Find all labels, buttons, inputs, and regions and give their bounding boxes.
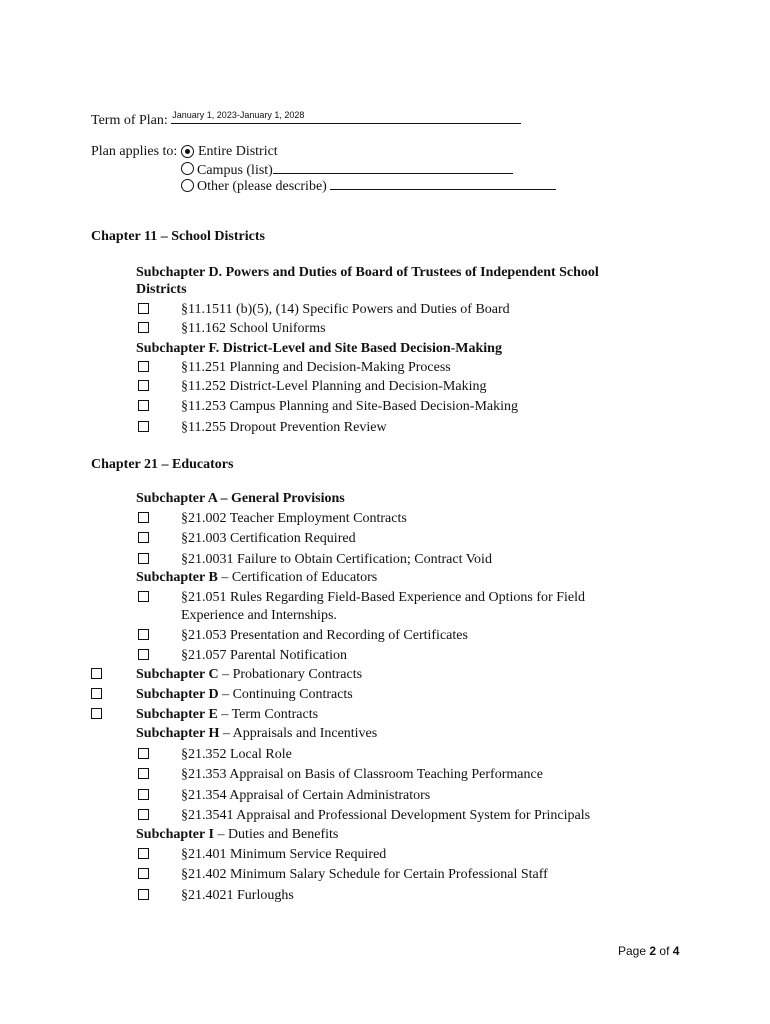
checkbox-11-252[interactable] xyxy=(138,380,149,391)
item-21-003: §21.003 Certification Required xyxy=(181,531,356,546)
campus-radio[interactable] xyxy=(181,162,194,175)
item-11-251: §11.251 Planning and Decision-Making Process xyxy=(181,360,451,375)
page-current: 2 xyxy=(649,944,657,958)
subchapter-c-label: Subchapter C xyxy=(136,667,219,682)
term-label: Term of Plan: xyxy=(91,113,168,128)
item-21-053: §21.053 Presentation and Recording of Certificates xyxy=(181,628,468,643)
radio-selected-dot xyxy=(185,149,191,155)
ch21-subchapter-h-heading xyxy=(136,726,377,742)
item-21-353: §21.353 Appraisal on Basis of Classroom Teaching Performance xyxy=(181,767,543,782)
campus-list-field[interactable] xyxy=(273,161,513,174)
item-11-255: §11.255 Dropout Prevention Review xyxy=(181,420,387,435)
item-21-057: §21.057 Parental Notification xyxy=(181,648,348,663)
subchapter-h-title: – Appraisals and Incentives xyxy=(219,726,378,741)
checkbox-subchapter-d[interactable] xyxy=(91,688,102,699)
checkbox-21-401[interactable] xyxy=(138,848,149,859)
item-21-3541: §21.3541 Appraisal and Professional Development System for Principals xyxy=(181,808,591,823)
item-11-162: §11.162 School Uniforms xyxy=(181,321,326,336)
checkbox-21-352[interactable] xyxy=(138,748,149,759)
item-21-402: §21.402 Minimum Salary Schedule for Certain Professional Staff xyxy=(181,867,548,882)
ch11-subchapter-d-heading: Subchapter D. Powers and Duties of Board of Trustees of Independent School xyxy=(136,265,599,280)
item-21-002: §21.002 Teacher Employment Contracts xyxy=(181,511,407,526)
other-option xyxy=(197,177,556,195)
item-21-051-cont: Experience and Internships. xyxy=(181,608,337,623)
page-word: Page xyxy=(618,944,647,958)
checkbox-21-354[interactable] xyxy=(138,789,149,800)
subchapter-c-title: – Probationary Contracts xyxy=(218,667,363,682)
item-21-0031: §21.0031 Failure to Obtain Certification; Contract Void xyxy=(181,552,492,567)
other-describe-field[interactable] xyxy=(330,177,556,190)
checkbox-21-057[interactable] xyxy=(138,649,149,660)
entire-district-label: Entire District xyxy=(198,144,278,159)
checkbox-21-002[interactable] xyxy=(138,512,149,523)
checkbox-11-255[interactable] xyxy=(138,421,149,432)
checkbox-21-3541[interactable] xyxy=(138,809,149,820)
item-21-352: §21.352 Local Role xyxy=(181,747,292,762)
term-value: January 1, 2023-January 1, 2028 xyxy=(172,110,305,120)
subchapter-i-title: – Duties and Benefits xyxy=(213,827,339,842)
other-label: Other (please describe) xyxy=(197,179,327,194)
subchapter-b-label: Subchapter B xyxy=(136,570,218,585)
subchapter-e-label: Subchapter E xyxy=(136,707,218,722)
checkbox-subchapter-c[interactable] xyxy=(91,668,102,679)
plan-applies-label: Plan applies to: xyxy=(91,144,178,159)
item-11-252: §11.252 District-Level Planning and Decision-Making xyxy=(181,379,487,394)
subchapter-d-title: – Continuing Contracts xyxy=(218,687,353,702)
ch11-subchapter-f-heading: Subchapter F. District-Level and Site Based Decision-Making xyxy=(136,341,502,356)
item-21-4021: §21.4021 Furloughs xyxy=(181,888,294,903)
subchapter-b-title: – Certification of Educators xyxy=(217,570,378,585)
checkbox-21-0031[interactable] xyxy=(138,553,149,564)
ch11-subchapter-d-heading-cont: Districts xyxy=(136,282,187,297)
item-11-1511: §11.1511 (b)(5), (14) Specific Powers and Duties of Board xyxy=(181,302,510,317)
subchapter-d-label: Subchapter D xyxy=(136,687,219,702)
subchapter-h-label: Subchapter H xyxy=(136,726,220,741)
checkbox-11-162[interactable] xyxy=(138,322,149,333)
subchapter-i-label: Subchapter I xyxy=(136,827,214,842)
checkbox-21-4021[interactable] xyxy=(138,889,149,900)
subchapter-e-title: – Term Contracts xyxy=(217,707,319,722)
other-radio[interactable] xyxy=(181,179,194,192)
checkbox-21-353[interactable] xyxy=(138,768,149,779)
checkbox-11-1511[interactable] xyxy=(138,303,149,314)
page-total: 4 xyxy=(672,944,680,958)
item-21-051: §21.051 Rules Regarding Field-Based Experience and Options for Field xyxy=(181,590,585,605)
chapter-11-heading: Chapter 11 – School Districts xyxy=(91,229,265,244)
campus-label: Campus (list) xyxy=(197,163,273,178)
chapter-21-heading: Chapter 21 – Educators xyxy=(91,457,234,472)
checkbox-11-251[interactable] xyxy=(138,361,149,372)
checkbox-11-253[interactable] xyxy=(138,400,149,411)
entire-district-radio[interactable] xyxy=(181,145,194,158)
ch21-subchapter-a-heading: Subchapter A – General Provisions xyxy=(136,491,345,506)
checkbox-subchapter-e[interactable] xyxy=(91,708,102,719)
ch21-subchapter-d xyxy=(136,687,353,703)
checkbox-21-053[interactable] xyxy=(138,629,149,640)
checkbox-21-402[interactable] xyxy=(138,868,149,879)
ch21-subchapter-i-heading xyxy=(136,827,338,843)
item-21-354: §21.354 Appraisal of Certain Administrators xyxy=(181,788,431,803)
item-11-253: §11.253 Campus Planning and Site-Based Decision-Making xyxy=(181,399,518,414)
checkbox-21-003[interactable] xyxy=(138,532,149,543)
of-word: of xyxy=(659,944,670,958)
checkbox-21-051[interactable] xyxy=(138,591,149,602)
ch21-subchapter-c xyxy=(136,667,362,683)
term-of-plan xyxy=(91,111,521,129)
term-field[interactable] xyxy=(171,111,521,124)
item-21-401: §21.401 Minimum Service Required xyxy=(181,847,387,862)
ch21-subchapter-e xyxy=(136,707,318,723)
ch21-subchapter-b-heading xyxy=(136,570,377,586)
page-number xyxy=(618,944,679,958)
